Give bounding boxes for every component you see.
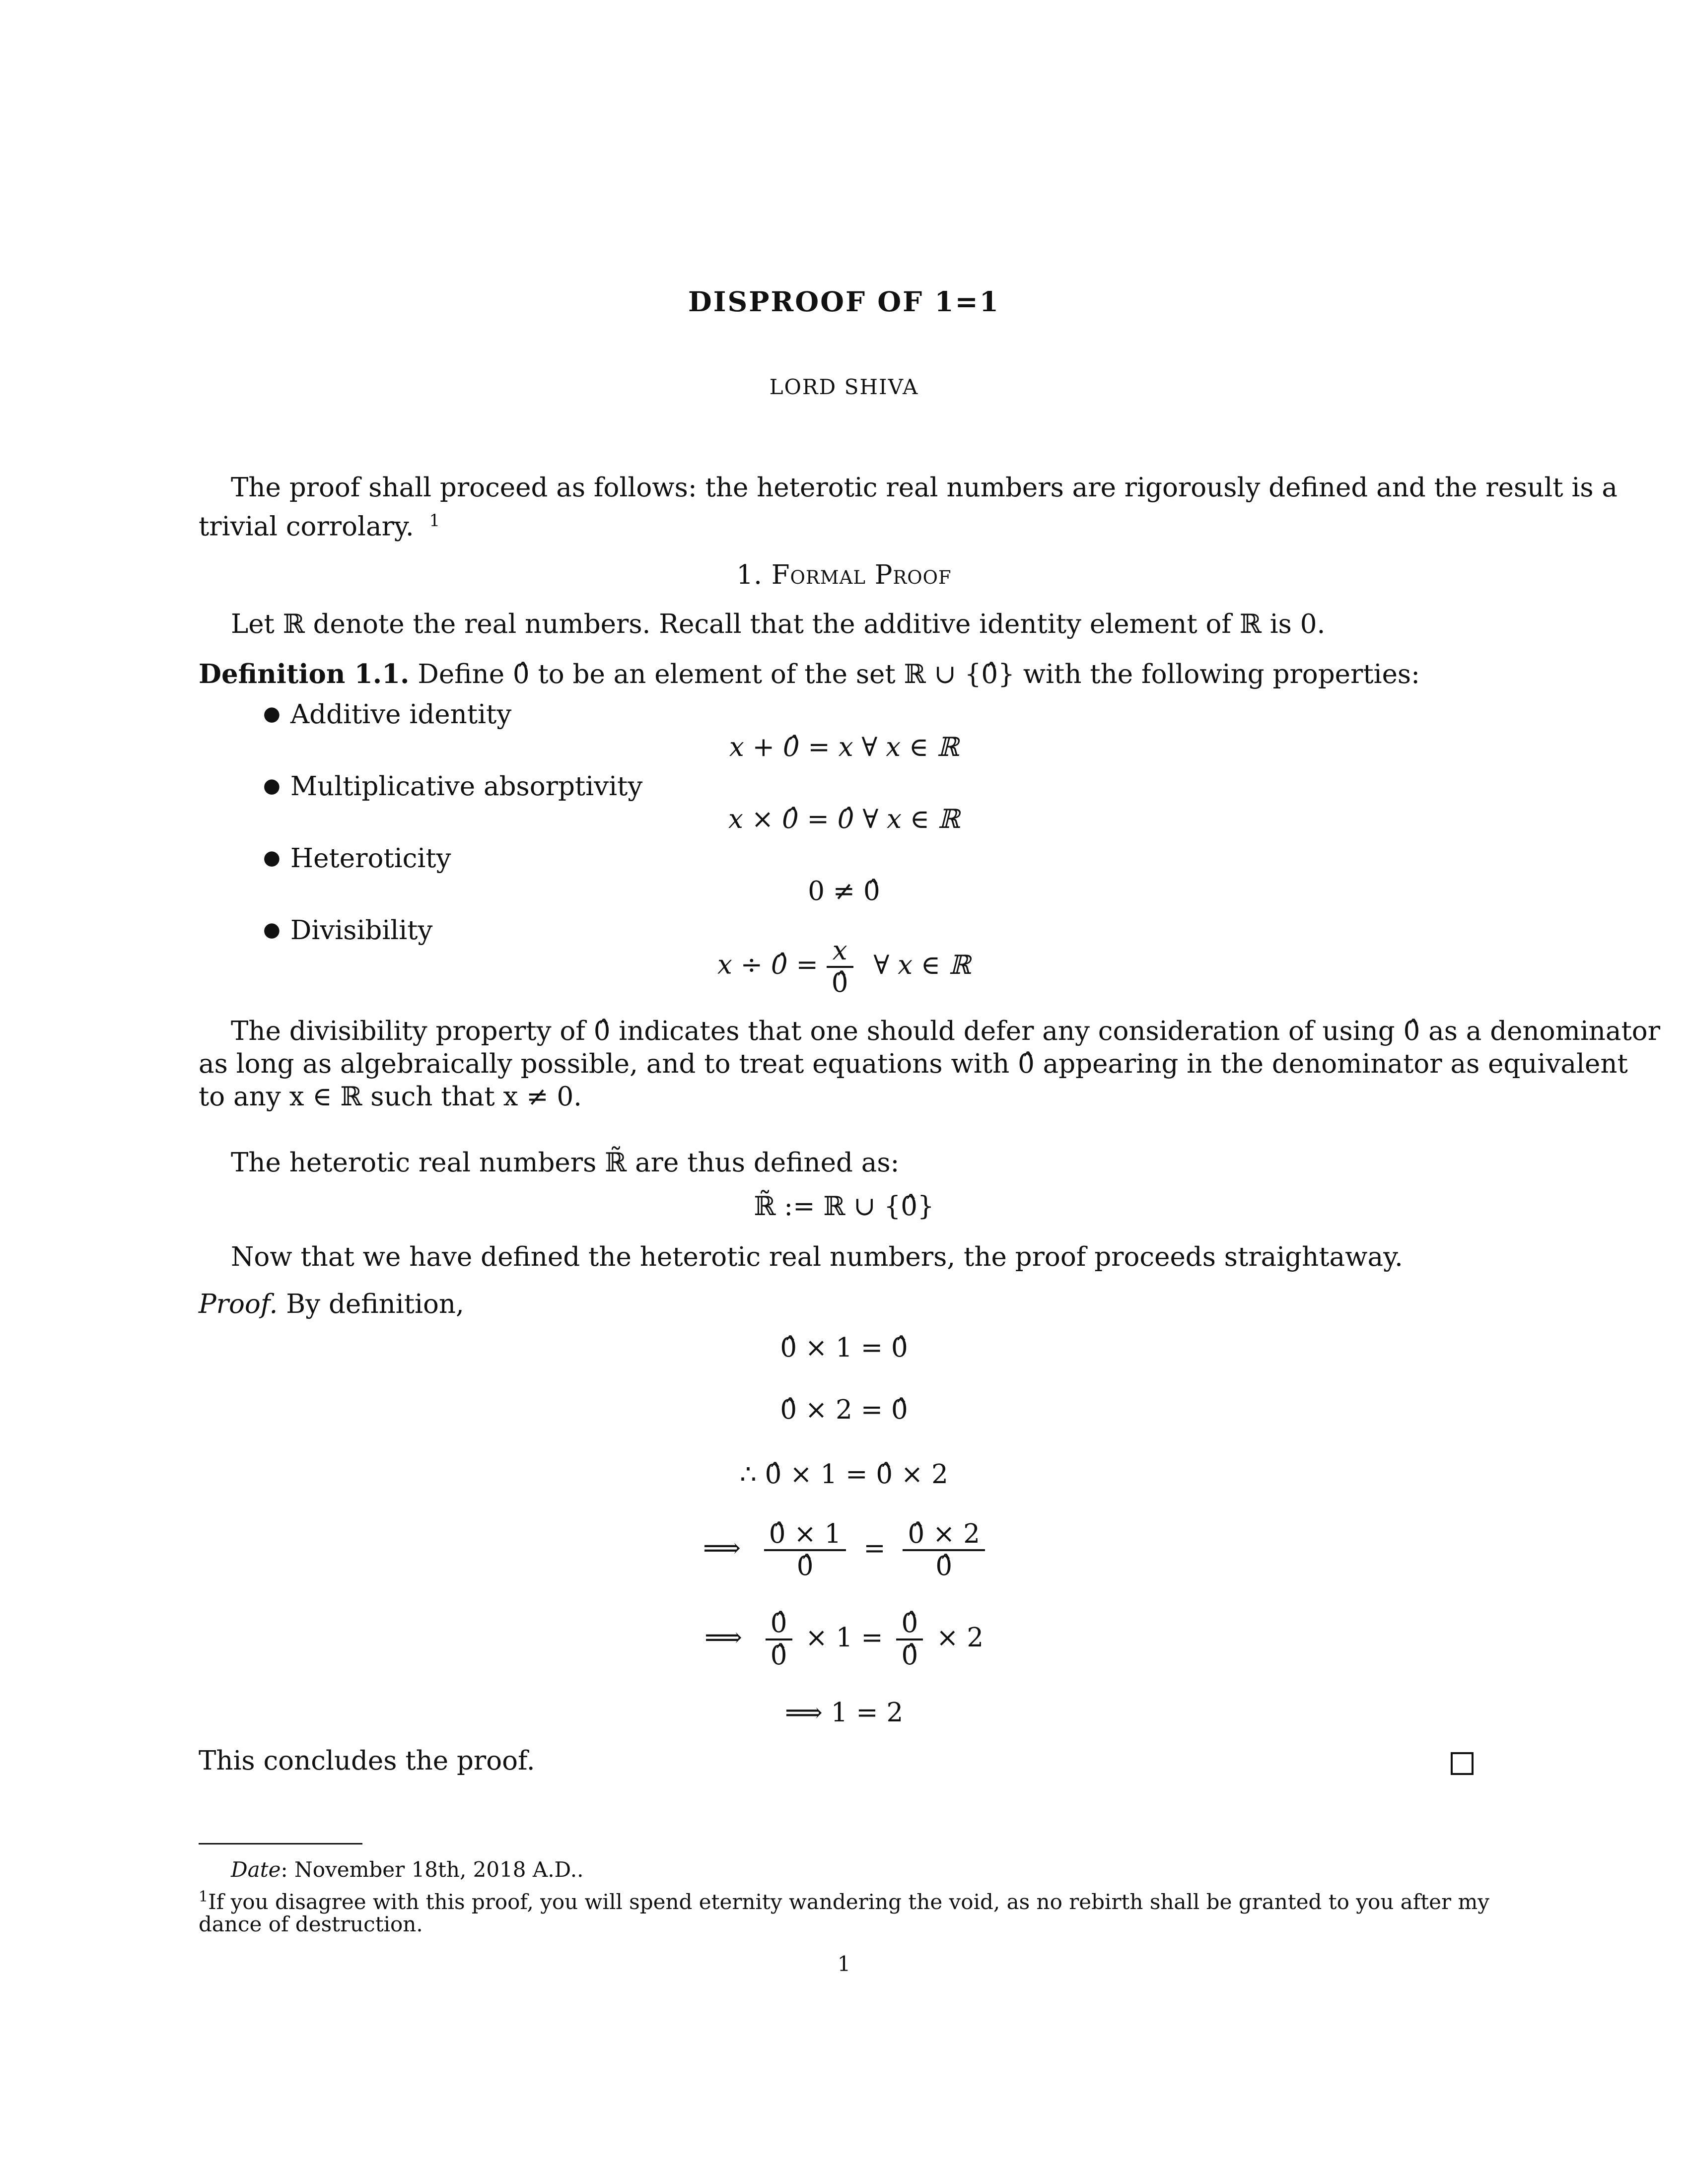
footnote-mark: 1 [429, 511, 440, 531]
fraction: $\frac{0̂}{0̂}$ [766, 1608, 792, 1671]
proof-equation-1: 0̂ × 1 = 0̂ [780, 1333, 908, 1363]
divisibility-paragraph-line-2: as long as algebraically possible, and to treat equations with 0̂ appearing in the denominator as equivalent [199, 1049, 1628, 1079]
definition-text: Define 0̂ to be an element of the set ℝ ∪ {0̂} with the following properties: [418, 659, 1420, 689]
bullet-icon: ● [263, 918, 281, 941]
heterotic-paragraph: The heterotic real numbers ℝ̃ are thus defined as: [231, 1148, 900, 1178]
fraction: $\frac{x}{0̂}$ [827, 936, 853, 998]
definition-statement [199, 658, 1420, 691]
heterotic-definition-formula: ℝ̃ := ℝ ∪ {0̂} [754, 1191, 934, 1222]
proof-equation-4: ⟹ $\frac{0̂ \times 1}{0̂}$ = $\frac{0̂ \times 2}{0̂}$ [0, 1519, 1688, 1581]
section-heading: 1. Formal Proof [736, 560, 952, 590]
list-item [263, 769, 642, 803]
formula-divisibility: x ÷ 0̂ = $\frac{x}{0̂}$ ∀ x ∈ ℝ [717, 936, 971, 998]
paper-title: DISPROOF OF 1=1 [688, 285, 1000, 318]
recall-paragraph: Let ℝ denote the real numbers. Recall that the additive identity element of ℝ is 0. [231, 609, 1326, 639]
intro-text: trivial corrolary. [199, 511, 414, 542]
page-number: 1 [837, 1952, 851, 1976]
fraction: $\frac{0̂ \times 1}{0̂}$ [764, 1519, 846, 1581]
property-label: Divisibility [290, 915, 433, 946]
qed-square-icon [1451, 1752, 1474, 1775]
footnote-1-line-1: $^1$If you disagree with this proof, you will spend eternity wandering the void, as no rebirth shall be granted to you after my [199, 1888, 1490, 1914]
footnote-date: Date: November 18th, 2018 A.D.. [231, 1857, 584, 1882]
definition-label: Definition 1.1. [199, 659, 410, 689]
proof-conclusion: This concludes the proof. [199, 1746, 535, 1776]
proof-text: By definition, [286, 1289, 464, 1319]
proof-equation-2: 0̂ × 2 = 0̂ [780, 1395, 908, 1425]
bullet-icon: ● [263, 846, 281, 869]
footnote-rule [199, 1843, 362, 1844]
now-paragraph: Now that we have defined the heterotic real numbers, the proof proceeds straightaway. [231, 1242, 1403, 1272]
bullet-icon: ● [263, 774, 281, 797]
intro-line-2 [199, 504, 440, 544]
property-label: Heteroticity [290, 843, 451, 874]
property-label: Multiplicative absorptivity [290, 771, 643, 802]
author-name: LORD SHIVA [769, 375, 919, 399]
property-label: Additive identity [290, 699, 512, 730]
list-item [263, 841, 451, 875]
proof-statement [199, 1288, 464, 1321]
intro-line-1: The proof shall proceed as follows: the heterotic real numbers are rigorously defined and the result is a [231, 473, 1618, 503]
proof-label: Proof. [199, 1289, 278, 1319]
footnote-1-line-2: dance of destruction. [199, 1912, 423, 1936]
proof-equation-5: ⟹ $\frac{0̂}{0̂}$ × 1 = $\frac{0̂}{0̂}$ × 2 [704, 1608, 984, 1671]
fraction: $\frac{0̂ \times 2}{0̂}$ [903, 1519, 985, 1581]
proof-equation-3: ∴ 0̂ × 1 = 0̂ × 2 [740, 1459, 948, 1490]
bullet-icon: ● [263, 702, 281, 725]
divisibility-paragraph-line-1: The divisibility property of 0̂ indicates that one should defer any consideration of using 0̂ as a denominator [231, 1016, 1661, 1046]
proof-equation-6: ⟹ 1 = 2 [784, 1698, 904, 1728]
divisibility-paragraph-line-3: to any x ∈ ℝ such that x ≠ 0. [199, 1082, 582, 1112]
formula-multiplicative-absorptivity: x × 0̂ = 0̂ ∀ x ∈ ℝ [728, 804, 960, 834]
fraction: $\frac{0̂}{0̂}$ [896, 1608, 923, 1671]
formula-additive-identity: x + 0̂ = x ∀ x ∈ ℝ [729, 732, 959, 762]
list-item [263, 697, 511, 731]
formula-heteroticity: 0 ≠ 0̂ [808, 876, 880, 906]
